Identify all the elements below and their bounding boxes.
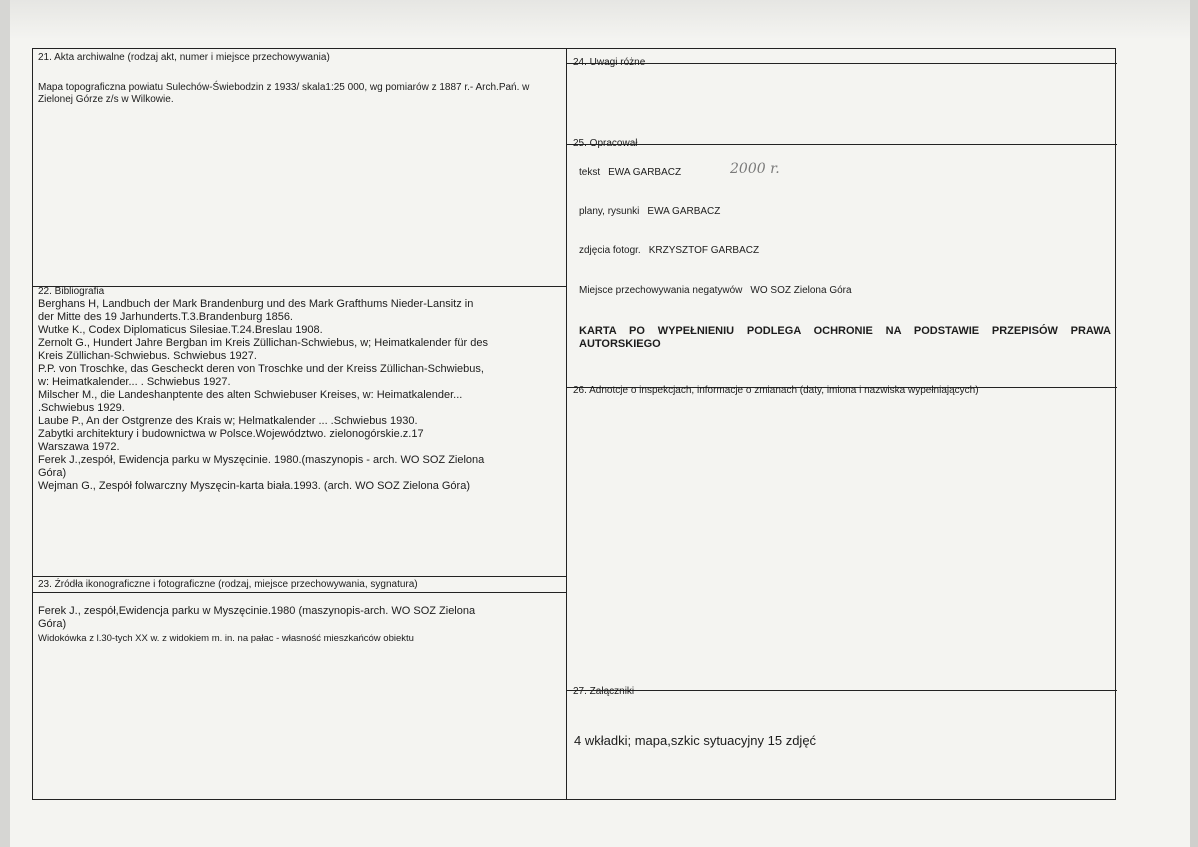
drawings-author-label: plany, rysunki <box>579 206 640 217</box>
section-23-postcard: Widokówka z l.30-tych XX w. z widokiem m. in. na pałac - własność mieszkańców obiektu <box>38 633 414 644</box>
source-line: Ferek J., zespół,Ewidencja parku w Myszęcinie.1980 (maszynopis-arch. WO SOZ Zielona <box>38 605 476 617</box>
drawings-author-value: EWA GARBACZ <box>647 206 721 217</box>
section-24-label: 24. Uwagi różne <box>573 57 646 68</box>
photos-author-label: zdjęcia fotogr. <box>579 245 641 256</box>
section-23-label: 23. Źródła ikonograficzne i fotograficzne (rodzaj, miejsce przechowywania, sygnatura) <box>38 579 418 590</box>
negatives-location-value: WO SOZ Zielona Góra <box>750 285 852 296</box>
photos-author-value: KRZYSZTOF GARBACZ <box>648 245 760 256</box>
divider-26-27 <box>566 690 1117 691</box>
handwritten-date: 2000 r. <box>730 161 780 177</box>
column-divider <box>566 49 567 799</box>
bibliography-line: P.P. von Troschke, das Gescheckt deren von Troschke und der Kreiss Züllichan-Schwiebus, <box>38 363 484 375</box>
section-21-text: Mapa topograficzna powiatu Sulechów-Świebodzin z 1933/ skala1:25 000, wg pomiarów z 1887 r.- Arch.Pań. w Zielonej Górze z/s w Wilkowie. <box>38 82 530 105</box>
text-author-row <box>579 167 681 178</box>
text-author-label: tekst <box>579 167 601 178</box>
scan-edge-left <box>0 0 10 847</box>
bibliography-line: Zabytki architektury i budownictwa w Polsce.Województwo. zielonogórskie.z.17 <box>38 428 424 440</box>
bibliography-line: Zernolt G., Hundert Jahre Bergban im Kreis Züllichan-Schwiebus, w; Heimatkalender für des <box>38 337 488 349</box>
bibliography-line: w: Heimatkalender... . Schwiebus 1927. <box>38 376 231 388</box>
section-23-text <box>38 605 475 631</box>
negatives-location-row <box>579 285 852 296</box>
bibliography-line: Wutke K., Codex Diplomaticus Silesiae.T.24.Breslau 1908. <box>38 324 323 336</box>
bibliography-line: Góra) <box>38 467 67 479</box>
bibliography-line: Berghans H, Landbuch der Mark Brandenburg und des Mark Grafthums Nieder-Lansitz in <box>38 298 474 310</box>
divider-21-22 <box>33 286 566 287</box>
bibliography-line: Milscher M., die Landeshanptente des alten Schwiebuser Kreises, w: Heimatkalender... <box>38 389 463 401</box>
copyright-notice: KARTA PO WYPEŁNIENIU PODLEGA OCHRONIE NA PODSTAWIE PRZEPISÓW PRAWA AUTORSKIEGO <box>579 325 1111 350</box>
section-25-label: 25. Opracował <box>573 138 638 149</box>
bibliography-line: .Schwiebus 1929. <box>38 402 125 414</box>
negatives-location-label: Miejsce przechowywania negatywów <box>579 285 743 296</box>
label-underline-23 <box>33 592 566 593</box>
bibliography-line: Wejman G., Zespół folwarczny Myszęcin-karta biała.1993. (arch. WO SOZ Zielona Góra) <box>38 480 470 492</box>
source-line: Góra) <box>38 618 67 630</box>
bibliography-line: der Mitte des 19 Jarhunderts.T.3.Brandenburg 1856. <box>38 311 293 323</box>
text-author-value: EWA GARBACZ <box>608 167 682 178</box>
section-21-label: 21. Akta archiwalne (rodzaj akt, numer i miejsce przechowywania) <box>38 52 330 63</box>
drawings-author-row <box>579 206 720 217</box>
scan-shadow <box>0 0 1198 40</box>
bibliography-line: Laube P., An der Ostgrenze des Krais w; Helmatkalender ... .Schwiebus 1930. <box>38 415 418 427</box>
section-22-label: 22. Bibliografia <box>38 286 105 297</box>
divider-22-23 <box>33 576 566 577</box>
section-27-label: 27. Załączniki <box>573 686 635 697</box>
attachments-text: 4 wkładki; mapa,szkic sytuacyjny 15 zdjęć <box>574 733 817 748</box>
photos-author-row <box>579 245 759 256</box>
bibliography-line: Warszawa 1972. <box>38 441 120 453</box>
section-26-label: 26. Adnotcje o inspekcjach, informacje o zmianach (daty, imiona i nazwiska wypełniających) <box>573 385 979 396</box>
top-line-24 <box>566 63 1117 64</box>
scan-edge-right <box>1190 0 1198 847</box>
bibliography-list <box>38 298 488 493</box>
bibliography-line: Ferek J.,zespół, Ewidencja parku w Myszęcinie. 1980.(maszynopis - arch. WO SOZ Zielona <box>38 454 485 466</box>
record-form <box>32 48 1116 800</box>
bibliography-line: Kreis Züllichan-Schwiebus. Schwiebus 1927. <box>38 350 257 362</box>
divider-24-25 <box>566 144 1117 145</box>
